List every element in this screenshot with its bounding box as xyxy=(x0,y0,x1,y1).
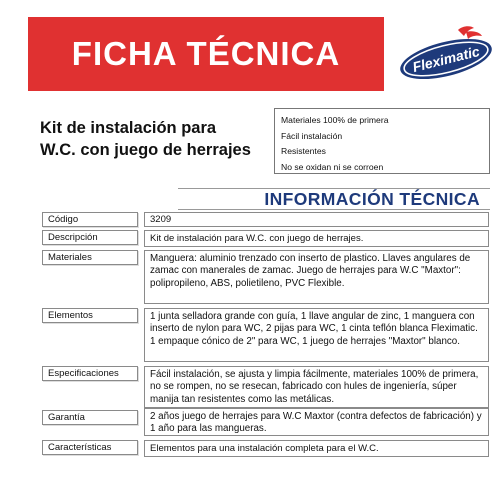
spec-value-elementos: 1 junta selladora grande con guía, 1 llave angular de zinc, 1 manguera con inserto de nylon para WC, 2 pijas para WC, 1 cinta teflón blanca Fleximatic. 1 empaque cónico de 2" para WC, 1 juego de herrajes "Maxtor" blanco. xyxy=(144,308,489,362)
features-box xyxy=(274,108,490,174)
spec-value-materiales: Manguera: aluminio trenzado con inserto de plastico. Llaves angulares de zamac con manerales de zamac. Juego de herrajes para W.C "Maxtor": polipropileno, ABS, polietileno, PVC Flexible. xyxy=(144,250,489,304)
feature-item: Resistentes xyxy=(281,146,326,156)
spec-label-especificaciones: Especificaciones xyxy=(42,366,138,381)
spec-label-elementos: Elementos xyxy=(42,308,138,323)
logo-graphic xyxy=(396,22,496,84)
fleximatic-logo xyxy=(396,22,496,84)
spec-label-codigo: Código xyxy=(42,212,138,227)
product-title-line1: Kit de instalación para xyxy=(40,119,217,137)
feature-item: Materiales 100% de primera xyxy=(281,115,389,125)
section-title: INFORMACIÓN TÉCNICA xyxy=(264,188,480,209)
feature-item: No se oxidan ni se corroen xyxy=(281,161,384,172)
product-title xyxy=(40,117,270,161)
page-title: FICHA TÉCNICA xyxy=(71,35,341,72)
feature-item: Fácil instalación xyxy=(281,130,343,141)
section-header xyxy=(178,188,490,210)
spec-value-descripcion: Kit de instalación para W.C. con juego de herrajes. xyxy=(144,230,489,247)
title-banner xyxy=(28,17,384,91)
spec-label-materiales: Materiales xyxy=(42,250,138,265)
spec-value-caracteristicas: Elementos para una instalación completa para el W.C. xyxy=(144,440,489,457)
spec-label-caracteristicas: Características xyxy=(42,440,138,455)
spec-value-especificaciones: Fácil instalación, se ajusta y limpia fácilmente, materiales 100% de primera, no se rompen, no se resecan, fabricado con hules de ingeniería, súper manija tan resistentes como las metálicas. xyxy=(144,366,489,408)
spec-value-codigo: 3209 xyxy=(144,212,489,227)
product-title-line2: W.C. con juego de herrajes xyxy=(40,141,251,159)
spec-label-descripcion: Descripción xyxy=(42,230,138,245)
spec-value-garantia: 2 años juego de herrajes para W.C Maxtor (contra defectos de fabricación) y 1 año para las mangueras. xyxy=(144,408,489,436)
logo-text: Fleximatic xyxy=(410,42,482,76)
spec-label-garantia: Garantía xyxy=(42,410,138,425)
